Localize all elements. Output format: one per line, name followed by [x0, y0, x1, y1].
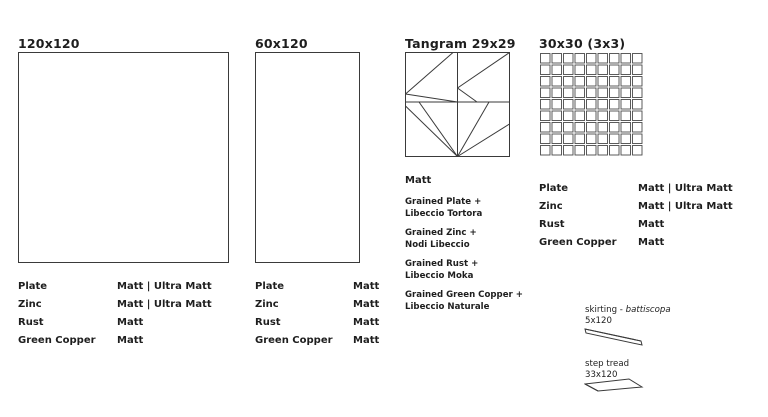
tangram-pattern-preview	[405, 52, 511, 158]
mosaic-chip	[564, 65, 574, 75]
mosaic-chip	[564, 100, 574, 110]
mosaic-chip	[564, 134, 574, 144]
mosaic-chip	[633, 111, 643, 121]
mosaic-chip	[610, 146, 620, 156]
mosaic-chip	[541, 65, 551, 75]
combination-line: Grained Green Copper +	[405, 290, 523, 300]
mosaic-chip	[621, 54, 631, 64]
mosaic-chip	[575, 88, 585, 98]
combination-line: Libeccio Tortora	[405, 208, 483, 219]
size-120x120-title: 120x120	[18, 36, 80, 51]
finish-name: Matt	[353, 335, 380, 346]
tangram-title: Tangram 29x29	[405, 36, 516, 51]
mosaic-chip	[633, 54, 643, 64]
finish-name: Matt	[353, 299, 380, 310]
finish-name: Matt | Ultra Matt	[117, 299, 212, 310]
mosaic-chip	[610, 88, 620, 98]
mosaic-chip	[610, 134, 620, 144]
step-tread-size: 33x120	[585, 370, 618, 380]
mosaic-chip	[610, 77, 620, 87]
mosaic-chip	[541, 54, 551, 64]
mosaic-chip	[621, 134, 631, 144]
color-name: Plate	[255, 281, 285, 292]
mosaic-chip	[587, 100, 597, 110]
mosaic-chip	[575, 54, 585, 64]
mosaic-chip	[541, 100, 551, 110]
combination-line: Libeccio Moka	[405, 270, 474, 281]
size-60x120-title: 60x120	[255, 36, 308, 51]
mosaic-chip	[564, 54, 574, 64]
mosaic-chip	[633, 100, 643, 110]
mosaic-chip	[564, 88, 574, 98]
mosaic-chip	[610, 111, 620, 121]
combination-item	[405, 259, 523, 282]
mosaic-chip	[587, 111, 597, 121]
finish-name: Matt | Ultra Matt	[117, 281, 212, 292]
color-name: Green Copper	[255, 335, 333, 346]
combination-item	[405, 228, 523, 251]
color-name: Rust	[539, 219, 565, 230]
mosaic-chip	[633, 123, 643, 133]
finish-name: Matt	[353, 317, 380, 328]
mosaic-chip	[575, 100, 585, 110]
finish-name: Matt	[353, 281, 380, 292]
mosaic-chip	[598, 65, 608, 75]
combination-item	[405, 197, 523, 220]
combination-line: Libeccio Naturale	[405, 301, 490, 312]
finish-name: Matt | Ultra Matt	[638, 183, 733, 194]
color-name: Plate	[539, 183, 569, 194]
skirting-drawing	[584, 327, 646, 347]
combination-line: Grained Zinc +	[405, 228, 477, 238]
mosaic-chip	[575, 111, 585, 121]
color-name: Plate	[18, 281, 48, 292]
mosaic-chip	[610, 65, 620, 75]
tangram-finish: Matt	[405, 175, 432, 186]
mosaic-chip	[575, 146, 585, 156]
mosaic-chip	[621, 88, 631, 98]
mosaic-chip	[575, 134, 585, 144]
mosaic-chip	[541, 77, 551, 87]
mosaic-chip	[552, 146, 562, 156]
mosaic-chip	[598, 134, 608, 144]
mosaic-chip	[621, 111, 631, 121]
finish-name: Matt	[117, 335, 144, 346]
mosaic-chip	[587, 134, 597, 144]
tile-60x120-preview	[255, 52, 360, 263]
mosaic-chip	[621, 77, 631, 87]
mosaic-chip	[564, 111, 574, 121]
mosaic-chip	[552, 65, 562, 75]
skirting-label	[585, 305, 671, 316]
mosaic-chip	[541, 88, 551, 98]
finish-name: Matt	[117, 317, 144, 328]
color-name: Zinc	[18, 299, 42, 310]
color-name: Rust	[18, 317, 44, 328]
mosaic-chip	[633, 134, 643, 144]
mosaic-chip	[552, 134, 562, 144]
combination-item	[405, 290, 523, 313]
mosaic-chip	[621, 65, 631, 75]
mosaic-chip	[552, 100, 562, 110]
color-name: Green Copper	[18, 335, 96, 346]
mosaic-chip	[587, 77, 597, 87]
tangram-combination-list	[405, 197, 523, 313]
color-name: Rust	[255, 317, 281, 328]
finish-name: Matt | Ultra Matt	[638, 201, 733, 212]
mosaic-chip	[552, 77, 562, 87]
mosaic-chip	[552, 88, 562, 98]
mosaic-chip	[552, 123, 562, 133]
mosaic-grid-preview	[539, 52, 644, 157]
combination-line: Nodi Libeccio	[405, 239, 470, 250]
mosaic-chip	[541, 134, 551, 144]
color-name: Zinc	[539, 201, 563, 212]
skirting-label-italic: battiscopa	[625, 305, 671, 315]
step-tread-label: step tread	[585, 359, 630, 369]
mosaic-chip	[610, 123, 620, 133]
mosaic-chip	[633, 88, 643, 98]
finish-name: Matt	[638, 237, 665, 248]
mosaic-chip	[598, 54, 608, 64]
mosaic-chip	[575, 77, 585, 87]
mosaic-chip	[621, 100, 631, 110]
mosaic-chip	[587, 123, 597, 133]
color-name: Zinc	[255, 299, 279, 310]
combination-line: Grained Plate +	[405, 197, 482, 207]
mosaic-chip	[552, 111, 562, 121]
mosaic-chip	[598, 146, 608, 156]
finish-name: Matt	[638, 219, 665, 230]
step-tread-drawing	[584, 378, 646, 392]
mosaic-chip	[633, 146, 643, 156]
combination-line: Grained Rust +	[405, 259, 479, 269]
mosaic-chip	[587, 146, 597, 156]
color-name: Green Copper	[539, 237, 617, 248]
mosaic-chip	[621, 146, 631, 156]
mosaic-chip	[633, 65, 643, 75]
mosaic-chip	[564, 146, 574, 156]
mosaic-chip	[587, 54, 597, 64]
skirting-size: 5x120	[585, 316, 612, 326]
tile-120x120-preview	[18, 52, 229, 263]
mosaic-chip	[598, 77, 608, 87]
mosaic-chip	[610, 54, 620, 64]
mosaic-chip	[575, 123, 585, 133]
mosaic-chip	[541, 123, 551, 133]
mosaic-chip	[564, 123, 574, 133]
mosaic-chip	[541, 146, 551, 156]
mosaic-chip	[587, 65, 597, 75]
mosaic-chip	[541, 111, 551, 121]
mosaic-chip	[598, 123, 608, 133]
mosaic-chip	[575, 65, 585, 75]
mosaic-chip	[621, 123, 631, 133]
skirting-label-text: skirting -	[585, 305, 626, 315]
mosaic-chip	[587, 88, 597, 98]
mosaic-chip	[564, 77, 574, 87]
mosaic-chip	[552, 54, 562, 64]
mosaic-chip	[598, 88, 608, 98]
mosaic-chip	[633, 77, 643, 87]
mosaic-chip	[598, 100, 608, 110]
mosaic-title: 30x30 (3x3)	[539, 36, 626, 51]
mosaic-chip	[598, 111, 608, 121]
mosaic-chip	[610, 100, 620, 110]
